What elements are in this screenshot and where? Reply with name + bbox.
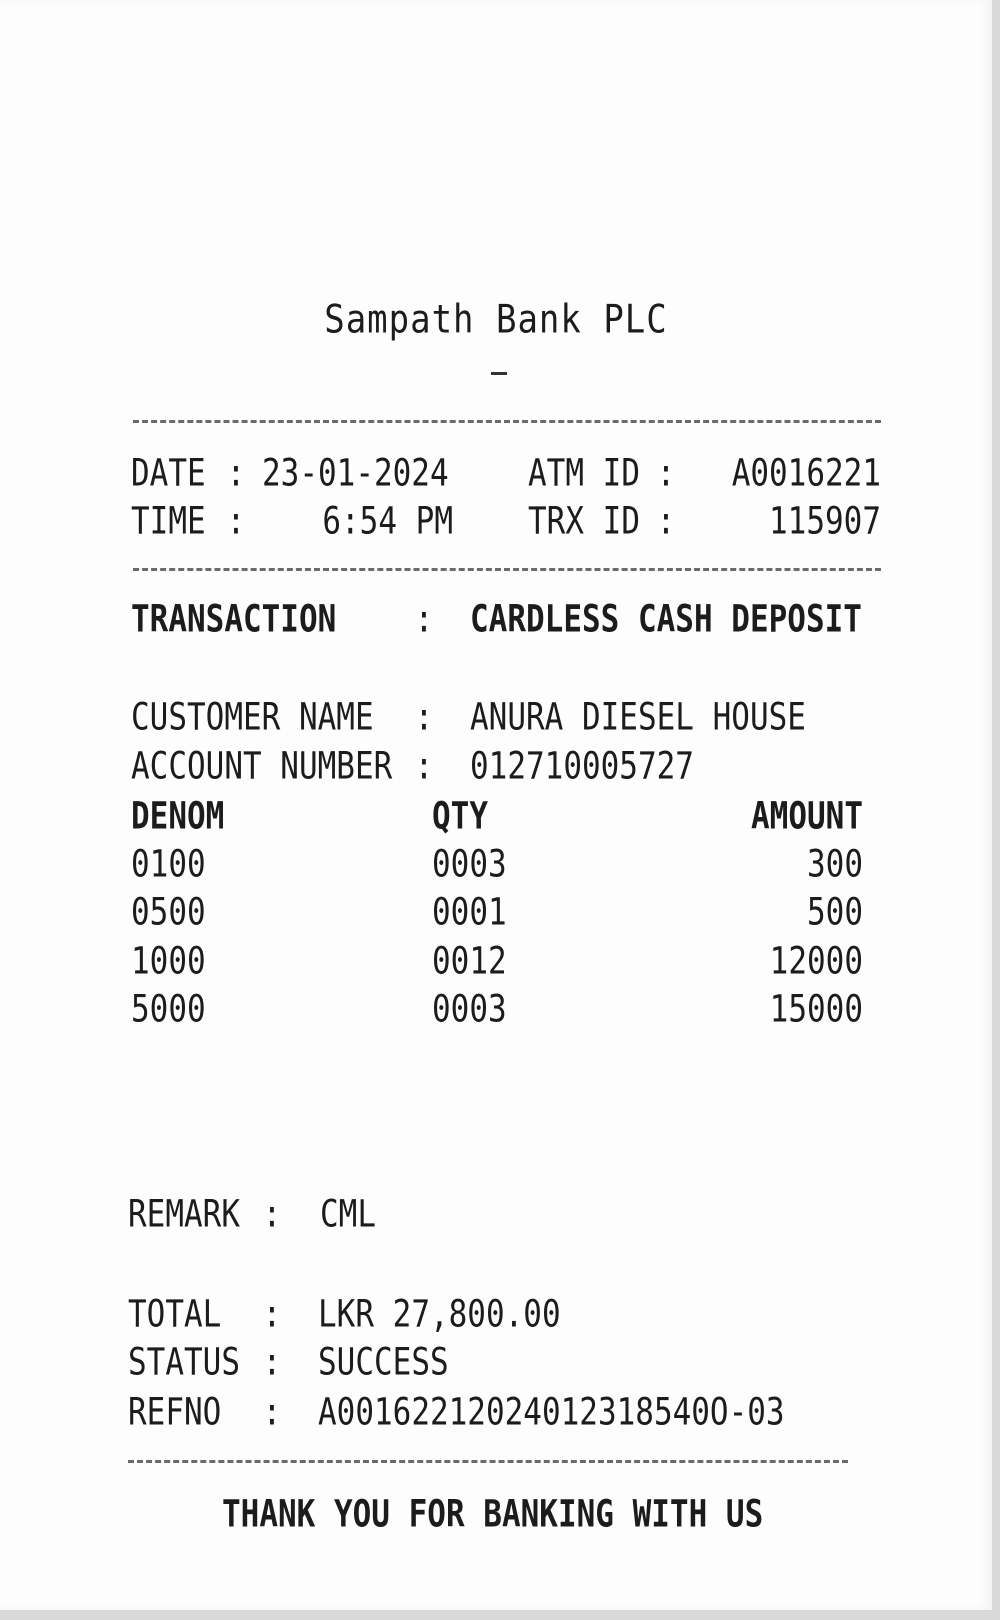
header-underscore [491,372,507,375]
date-value: 23-01-2024 [262,452,449,496]
remark-label: REMARK [128,1193,240,1237]
table-row-qty: 0012 [432,940,507,984]
table-row-qty: 0001 [432,891,507,935]
total-label: TOTAL [128,1293,222,1337]
customer-name-colon: : [414,696,434,740]
footer-message: THANK YOU FOR BANKING WITH US [222,1493,764,1537]
account-number-value: 012710005727 [470,745,694,789]
time-value: 6:54 PM [322,500,453,544]
remark-colon: : [262,1193,282,1237]
date-label: DATE [131,452,206,496]
total-value: LKR 27,800.00 [318,1293,561,1337]
trx-id-colon: : [656,500,676,544]
table-row-qty: 0003 [432,843,507,887]
denom-header: DENOM [131,795,225,839]
transaction-colon: : [414,598,434,642]
atm-id-colon: : [656,452,676,496]
total-colon: : [262,1293,282,1337]
status-colon: : [262,1341,282,1385]
refno-value: A00162212024012318540O-03 [318,1391,785,1435]
transaction-value: CARDLESS CASH DEPOSIT [470,598,862,642]
divider-middle [133,568,881,571]
table-row-amount: 12000 [769,940,863,984]
atm-id-value: A0016221 [731,452,881,496]
account-number-colon: : [414,745,434,789]
table-row-amount: 500 [807,891,863,935]
status-label: STATUS [128,1341,240,1385]
date-colon: : [226,452,246,496]
table-row-denom: 1000 [131,940,206,984]
table-row-denom: 5000 [131,988,206,1032]
table-row-amount: 15000 [769,988,863,1032]
remark-value: CML [320,1193,376,1237]
customer-name-value: ANURA DIESEL HOUSE [470,696,806,740]
bank-name: Sampath Bank PLC [324,297,668,343]
table-row-qty: 0003 [432,988,507,1032]
amount-header: AMOUNT [751,795,863,839]
table-row-amount: 300 [807,843,863,887]
trx-id-value: 115907 [769,500,881,544]
qty-header: QTY [432,795,488,839]
refno-label: REFNO [128,1391,222,1435]
customer-name-label: CUSTOMER NAME [131,696,374,740]
trx-id-label: TRX ID [528,500,640,544]
transaction-label: TRANSACTION [131,598,337,642]
divider-bottom [128,1460,848,1463]
time-label: TIME [131,500,206,544]
table-row-denom: 0500 [131,891,206,935]
atm-id-label: ATM ID [528,452,640,496]
status-value: SUCCESS [318,1341,449,1385]
refno-colon: : [262,1391,282,1435]
account-number-label: ACCOUNT NUMBER [131,745,393,789]
divider-top [133,420,881,423]
table-row-denom: 0100 [131,843,206,887]
time-colon: : [226,500,246,544]
